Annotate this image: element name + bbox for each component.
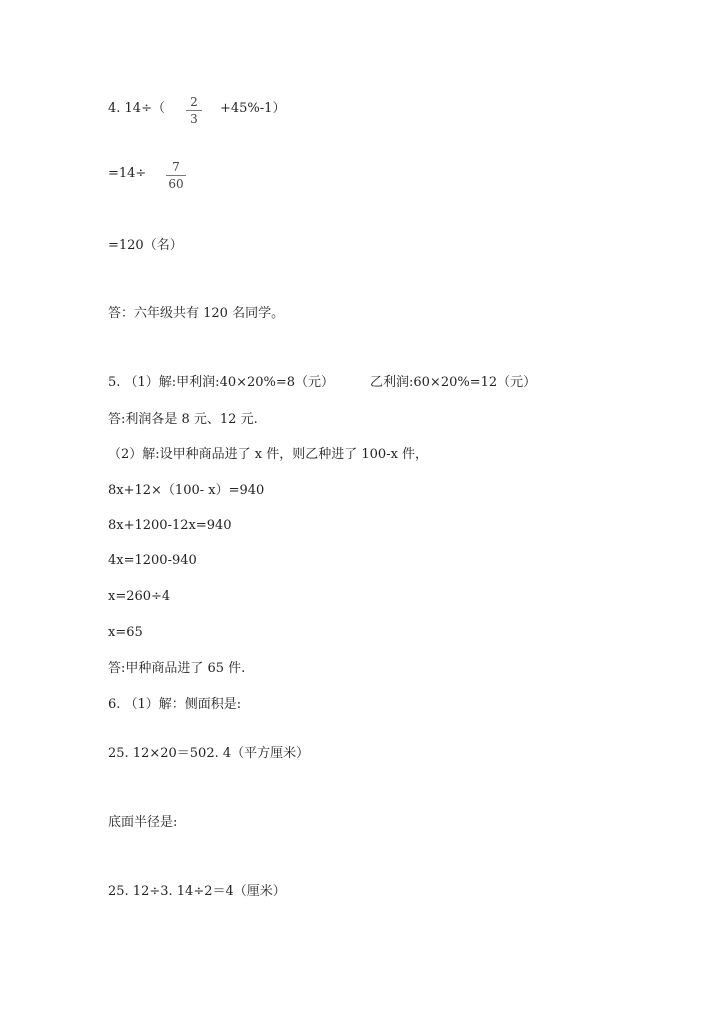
fraction-bar [186,110,202,111]
p4-line1-right: +45%-1） [220,101,286,116]
p6-lateral-area: 25. 12×20＝502. 4（平方厘米） [108,746,310,761]
p5-equation-4: x=260÷4 [108,589,171,604]
p4-line3: =120（名） [108,238,183,253]
fraction-numerator: 2 [190,95,198,109]
p5-equation-3: 4x=1200-940 [108,553,197,568]
p5-part2-answer: 答:甲种商品进了 65 件. [108,661,246,676]
p4-fraction-two-thirds [186,95,202,126]
fraction-denominator: 60 [168,177,184,191]
p4-line1-left: 4. 14÷（ [108,101,165,116]
p5-part1-jia: 5. （1）解:甲利润:40×20%=8（元） [108,375,335,390]
p5-equation-1: 8x+12×（100- x）=940 [108,483,265,498]
p4-answer: 答：六年级共有 120 名同学。 [108,306,285,321]
p4-fraction-seven-sixtieths [166,160,186,191]
p5-part1-yi: 乙利润:60×20%=12（元） [370,375,537,390]
p4-line1 [108,101,165,117]
fraction-bar [166,175,186,176]
p4-line2 [108,166,146,182]
p5-equation-5: x=65 [108,625,143,640]
p6-intro: 6. （1）解：侧面积是: [108,697,242,712]
p6-radius-label: 底面半径是: [108,815,178,830]
fraction-numerator: 7 [172,160,180,174]
p5-part2-intro: （2）解:设甲种商品进了 x 件，则乙种进了 100-x 件， [108,447,429,462]
fraction-denominator: 3 [190,112,198,126]
p6-radius-calc: 25. 12÷3. 14÷2＝4（厘米） [108,884,286,899]
p5-equation-2: 8x+1200-12x=940 [108,518,232,533]
p4-line2-left: =14÷ [108,166,147,181]
p5-part1-answer: 答:利润各是 8 元、12 元. [108,412,258,427]
